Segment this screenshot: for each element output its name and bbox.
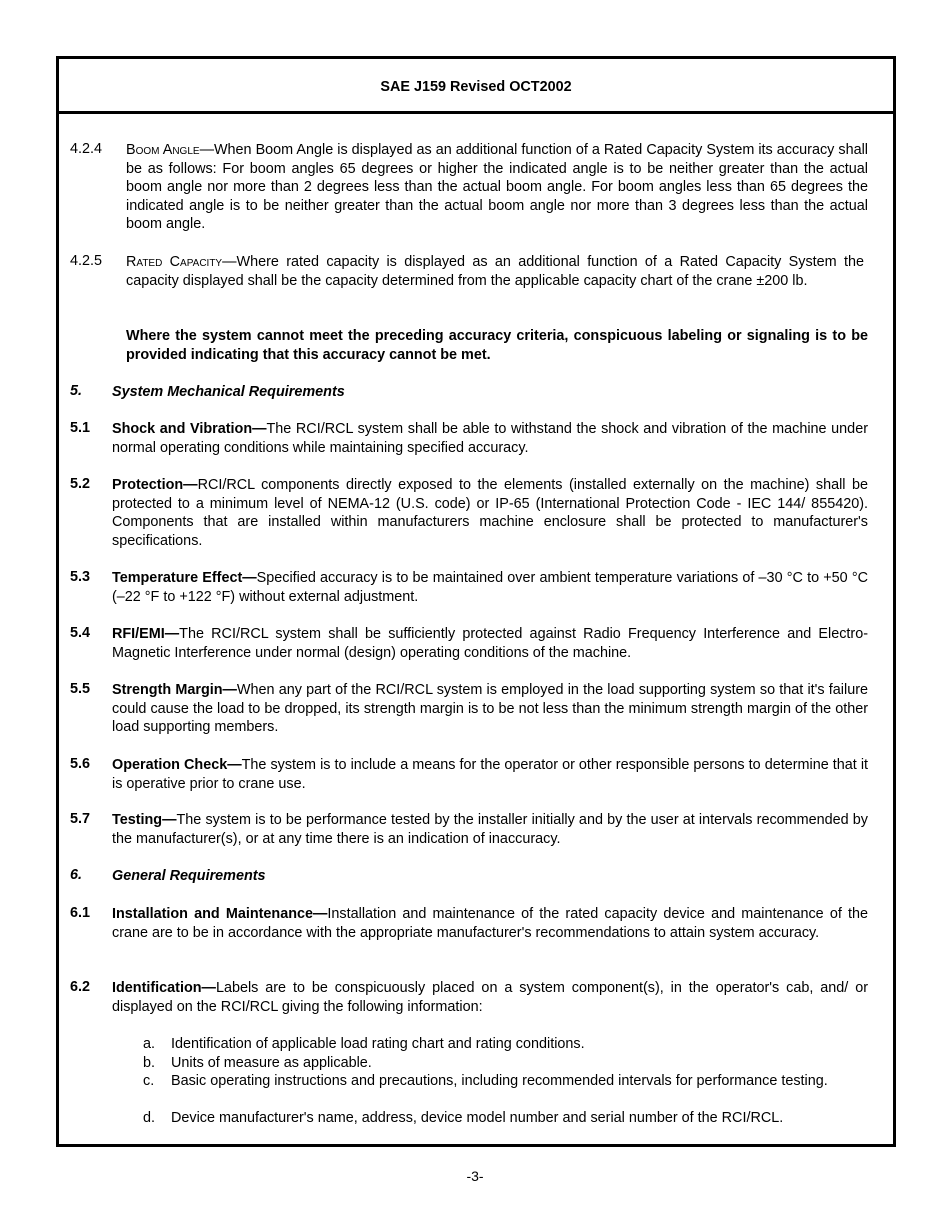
section-heading: Protection— [112,477,198,493]
page-frame [56,56,896,1147]
section-number: 5.1 [70,420,91,436]
section-number: 5.2 [70,476,91,492]
section-heading: Installation and Maintenance— [112,906,328,922]
document-title: SAE J159 Revised OCT2002 [380,79,572,95]
section-heading: Temperature Effect— [112,570,257,586]
section-heading: Testing— [112,812,177,828]
section-text [112,756,868,793]
section-text [112,476,868,550]
section-text [112,681,868,737]
list-item-label: d. [143,1110,156,1126]
section-text [112,905,868,942]
section-number: 6.1 [70,905,91,921]
section-title: System Mechanical Requirements [112,384,345,400]
list-item-text: Device manufacturer's name, address, device model number and serial number of the RCI/RCL. [171,1110,784,1126]
list-item-text: Basic operating instructions and precautions, including recommended intervals for performance testing. [171,1073,828,1089]
section-heading: Operation Check— [112,757,242,773]
section-heading: Boom Angle [126,142,200,158]
section-body: The system is to include a means for the operator or other responsible persons to determine that it is operative prior to crane use. [112,757,869,792]
section-text [126,253,864,290]
section-body: The RCI/RCL system shall be able to withstand the shock and vibration of the machine under normal operating conditions while maintaining specified accuracy. [112,421,868,456]
page-number: -3- [466,1168,484,1184]
section-text [112,979,868,1016]
section-number: 5.4 [70,625,91,641]
list-item-text: Identification of applicable load rating chart and rating conditions. [171,1036,585,1052]
section-text [112,811,868,848]
section-body: Labels are to be conspicuously placed on a system component(s), in the operator's cab, and/ or displayed on the RCI/RCL giving the following information: [112,980,868,1015]
page-header [59,59,893,114]
section-heading: Strength Margin— [112,682,237,698]
section-text [112,569,868,606]
section-heading: Identification— [112,980,216,996]
section-number: 5. [70,383,83,399]
section-number: 6. [70,867,83,883]
section-heading: Rated Capacity [126,254,223,270]
list-item-label: b. [143,1055,156,1071]
section-body: When any part of the RCI/RCL system is employed in the load supporting system so that it's failure could cause the load to be dropped, its strength margin is to be not less than the minimum strength margin of the other load supporting members. [112,682,868,736]
section-body: The RCI/RCL system shall be sufficiently protected against Radio Frequency Interference and Electro-Magnetic Interference under normal (design) operating conditions of the machine. [112,626,868,661]
section-title: General Requirements [112,868,266,884]
section-body: Specified accuracy is to be maintained over ambient temperature variations of –30 °C to +50 °C (–22 °F to +122 °F) without external adjustment. [112,570,868,605]
section-number: 5.5 [70,681,91,697]
list-item-label: c. [143,1073,155,1089]
section-body: The system is to be performance tested by the installer initially and by the user at intervals recommended by the manufacturer(s), or at any time there is an indication of inaccuracy. [112,812,868,847]
section-heading: RFI/EMI— [112,626,180,642]
section-text [126,141,868,234]
section-body: Installation and maintenance of the rated capacity device and maintenance of the crane are to be in accordance with the appropriate manufacturer's recommendations to attain system accuracy. [112,906,868,941]
section-number: 4.2.4 [70,141,103,157]
section-number: 5.7 [70,811,91,827]
section-heading: Shock and Vibration— [112,421,267,437]
section-number: 5.3 [70,569,91,585]
section-text [112,625,868,662]
section-body: —Where rated capacity is displayed as an additional function of a Rated Capacity System the capacity displayed shall be the capacity determined from the applicable capacity chart of the crane ±200 lb. [126,254,864,289]
section-body: —When Boom Angle is displayed as an additional function of a Rated Capacity System its accuracy shall be as follows: For boom angles 65 degrees or higher the indicated angle is to be neither greater than the actual boom angle nor more than 2 degrees less than the actual boom angle. For boom angles less than 65 degrees the indicated angle is to be neither greater than the actual boom angle nor more than 3 degrees less than the actual boom angle. [126,142,868,233]
section-text [112,420,868,457]
list-item-label: a. [143,1036,156,1052]
section-body: RCI/RCL components directly exposed to the elements (installed externally on the machine) shall be protected to a minimum level of NEMA-12 (U.S. code) or IP-65 (International Protection Code - IEC 144/ 855420). Components that are installed within manufacturers machine enclosure shall be protected to manufacturer's specifications. [112,477,868,549]
section-number: 6.2 [70,979,91,995]
section-number: 4.2.5 [70,253,103,269]
section-number: 5.6 [70,756,91,772]
note-text: Where the system cannot meet the preceding accuracy criteria, conspicuous labeling or signaling is to be provided indicating that this accuracy cannot be met. [126,328,868,363]
list-item-text: Units of measure as applicable. [171,1055,372,1071]
